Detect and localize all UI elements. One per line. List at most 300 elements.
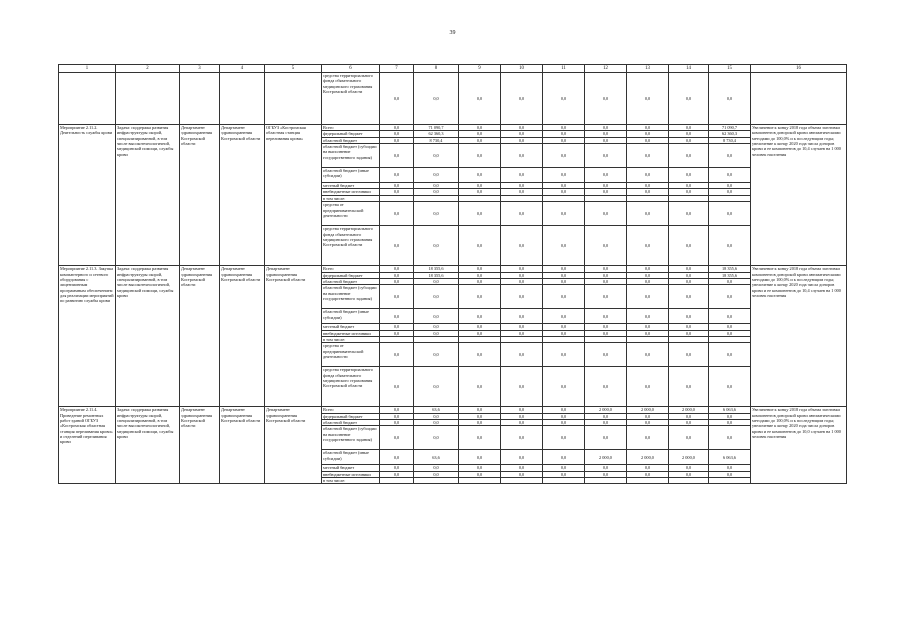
funding-value (585, 478, 627, 484)
funding-value: 0,0 (414, 202, 459, 226)
funding-value: 0,0 (585, 465, 627, 471)
funding-source: Всего (322, 407, 380, 413)
funding-value: 0,0 (459, 137, 501, 143)
funding-value: 0,0 (459, 226, 501, 266)
funding-value: 0,0 (709, 413, 751, 419)
funding-value: 0,0 (414, 73, 459, 125)
funding-value: 0,0 (585, 367, 627, 407)
funding-value: 0,0 (543, 285, 585, 309)
funding-value: 0,0 (459, 413, 501, 419)
funding-value: 0,0 (501, 226, 543, 266)
funding-value: 0,0 (543, 471, 585, 477)
funding-value: 0,0 (501, 413, 543, 419)
funding-value: 0,0 (543, 278, 585, 284)
funding-value: 0,0 (543, 266, 585, 272)
funding-value: 0,0 (380, 413, 414, 419)
funding-value: 0,0 (501, 266, 543, 272)
funding-value: 0,0 (543, 426, 585, 450)
program-table (58, 64, 847, 484)
funding-value: 0,0 (459, 471, 501, 477)
executor: Департамент здравоохранения Костромской области (220, 407, 265, 484)
funding-value: 0,0 (627, 367, 669, 407)
funding-value: 0,0 (669, 189, 709, 195)
funding-value: 0,0 (585, 125, 627, 131)
funding-value: 0,0 (414, 343, 459, 367)
empty-cell (265, 73, 322, 125)
funding-value: 0,0 (543, 137, 585, 143)
funding-value: 0,0 (585, 285, 627, 309)
funding-value: 0,0 (414, 367, 459, 407)
funding-value: 0,0 (501, 73, 543, 125)
funding-value (543, 478, 585, 484)
measure-name: Мероприятие 2.11.2. Деятельность службы крови (59, 125, 116, 266)
funding-value: 0,0 (627, 202, 669, 226)
page-number: 39 (449, 30, 456, 36)
funding-value: 0,0 (627, 226, 669, 266)
funding-value: 0,0 (459, 465, 501, 471)
funding-value: 0,0 (501, 131, 543, 137)
funding-value: 0,0 (459, 189, 501, 195)
funding-value: 62 360,3 (414, 131, 459, 137)
funding-value: 0,0 (543, 125, 585, 131)
funding-value (709, 478, 751, 484)
funding-value: 0,0 (585, 420, 627, 426)
table-row (59, 73, 847, 125)
funding-value: 0,0 (669, 183, 709, 189)
coordinator: Департамент здравоохранения Костромской области (180, 407, 220, 484)
funding-source: Всего (322, 125, 380, 131)
funding-value: 0,0 (585, 309, 627, 324)
funding-value: 0,0 (543, 450, 585, 465)
funding-value: 0,0 (380, 202, 414, 226)
funding-value: 0,0 (669, 426, 709, 450)
funding-value: 0,0 (501, 420, 543, 426)
empty-cell (116, 73, 180, 125)
funding-value: 0,0 (543, 168, 585, 183)
funding-value: 0,0 (380, 189, 414, 195)
funding-value: 0,0 (543, 73, 585, 125)
funding-value: 0,0 (627, 426, 669, 450)
funding-value: 0,0 (585, 413, 627, 419)
funding-value: 0,0 (709, 324, 751, 330)
funding-value: 0,0 (627, 471, 669, 477)
empty-cell (180, 73, 220, 125)
target-indicator: Увеличение к концу 2018 года объема заготовки компонентов донорской крови автоматическими методами до 100,0% и к последующим годы; увеличение к концу 2020 года числа доноров крови и ее компонентов до 10,4 случаев на 1 000 человек населения (751, 125, 847, 266)
funding-source: средства территориального фонда обязательного медицинского страхования Костромской области (322, 367, 380, 407)
funding-source: средства территориального фонда обязательного медицинского страхования Костромской области (322, 73, 380, 125)
funding-value: 0,0 (585, 343, 627, 367)
funding-value: 0,0 (543, 272, 585, 278)
funding-value: 0,0 (585, 183, 627, 189)
funding-value: 0,0 (627, 183, 669, 189)
funding-value: 0,0 (543, 309, 585, 324)
funding-value: 0,0 (627, 413, 669, 419)
funding-value: 0,0 (543, 413, 585, 419)
funding-value: 0,0 (585, 131, 627, 137)
funding-value: 0,0 (543, 330, 585, 336)
funding-source: областной бюджет (иные субсидии) (322, 309, 380, 324)
funding-value: 0,0 (501, 471, 543, 477)
funding-value: 2 000,0 (669, 407, 709, 413)
funding-value: 0,0 (669, 272, 709, 278)
funding-value: 0,0 (380, 137, 414, 143)
funding-value: 0,0 (585, 189, 627, 195)
measure-name: Мероприятие 2.11.3. Закупка компьютерного и сетевого оборудования с лицензионным программным обеспечением для реализации мероприятий по развитию службы крови (59, 266, 116, 407)
funding-source: внебюджетные источники (322, 471, 380, 477)
funding-value: 0,0 (627, 272, 669, 278)
funding-value: 0,0 (709, 343, 751, 367)
task-text: Задача: поддержка развития инфраструктуры скорой, специализированной, в том числе высокотехнологичной, медицинской помощи, службы крови (116, 125, 180, 266)
column-header: 2 (116, 65, 180, 73)
funding-value: 0,0 (669, 471, 709, 477)
funding-value: 0,0 (627, 285, 669, 309)
funding-value: 0,0 (380, 367, 414, 407)
funding-value: 0,0 (627, 144, 669, 168)
funding-value: 0,0 (501, 407, 543, 413)
funding-value: 0,0 (459, 324, 501, 330)
target-indicator: Увеличение к концу 2018 года объема заготовки компонентов донорской крови автоматическими методами до 100,0% и к последующим годы; увеличение к концу 2020 года числа доноров крови и ее компонентов до 10,4 случаев на 1 000 человек населения (751, 266, 847, 407)
funding-value: 0,0 (585, 144, 627, 168)
funding-value: 0,0 (669, 413, 709, 419)
funding-value: 0,0 (459, 426, 501, 450)
funding-value: 0,0 (709, 189, 751, 195)
funding-value: 0,0 (669, 266, 709, 272)
funding-value: 0,0 (501, 168, 543, 183)
funding-value: 0,0 (380, 309, 414, 324)
column-header: 4 (220, 65, 265, 73)
funding-value: 0,0 (414, 189, 459, 195)
funding-value: 0,0 (501, 426, 543, 450)
funding-value: 0,0 (501, 330, 543, 336)
funding-value: 18 355,6 (709, 266, 751, 272)
funding-value: 0,0 (380, 266, 414, 272)
funding-value: 0,0 (380, 343, 414, 367)
funding-value: 0,0 (459, 125, 501, 131)
funding-value: 0,0 (380, 131, 414, 137)
funding-value: 0,0 (627, 324, 669, 330)
funding-value: 0,0 (459, 450, 501, 465)
funding-value (669, 478, 709, 484)
funding-value: 0,0 (414, 183, 459, 189)
funding-value: 8 730,4 (414, 137, 459, 143)
column-header: 11 (543, 65, 585, 73)
funding-value: 0,0 (669, 330, 709, 336)
funding-value: 0,0 (709, 465, 751, 471)
funding-value: 0,0 (414, 309, 459, 324)
funding-source: средства от предпринимательской деятельности (322, 202, 380, 226)
funding-value: 0,0 (380, 324, 414, 330)
funding-source: областной бюджет (субсидии на выполнение государственного задания) (322, 285, 380, 309)
funding-value: 0,0 (380, 73, 414, 125)
funding-value: 62 360,3 (709, 131, 751, 137)
funding-value: 0,0 (501, 450, 543, 465)
funding-value: 0,0 (669, 202, 709, 226)
task-text: Задача: поддержка развития инфраструктуры скорой, специализированной, в том числе высокотехнологичной, медицинской помощи, службы крови (116, 266, 180, 407)
funding-value: 0,0 (459, 266, 501, 272)
funding-value: 0,0 (669, 309, 709, 324)
funding-source: местный бюджет (322, 324, 380, 330)
executor: Департамент здравоохранения Костромской области (220, 125, 265, 266)
funding-value: 0,0 (459, 131, 501, 137)
funding-source: областной бюджет (322, 137, 380, 143)
funding-value: 0,0 (627, 168, 669, 183)
funding-value: 0,0 (585, 272, 627, 278)
funding-value: 0,0 (501, 183, 543, 189)
column-header: 16 (751, 65, 847, 73)
funding-value: 0,0 (380, 278, 414, 284)
target-indicator: Увеличение к концу 2018 года объема заготовки компонентов донорской крови автоматическими методами до 100,0% и к последующим годы; увеличение к концу 2020 года числа доноров крови и ее компонентов до 10,0 случаев на 1 000 человек населения (751, 407, 847, 484)
funding-value: 71 090,7 (709, 125, 751, 131)
funding-value: 0,0 (501, 285, 543, 309)
funding-value: 0,0 (501, 465, 543, 471)
funding-source: Всего (322, 266, 380, 272)
funding-value: 18 355,6 (709, 272, 751, 278)
funding-value: 0,0 (414, 168, 459, 183)
funding-value: 0,0 (543, 324, 585, 330)
funding-value: 0,0 (709, 183, 751, 189)
funding-source: в том числе: (322, 336, 380, 342)
coordinator: Департамент здравоохранения Костромской области (180, 125, 220, 266)
participant: Департамент здравоохранения Костромской области (265, 407, 322, 484)
funding-value: 0,0 (627, 125, 669, 131)
funding-value: 0,0 (709, 285, 751, 309)
funding-value: 0,0 (459, 272, 501, 278)
funding-value: 2 000,0 (669, 450, 709, 465)
funding-value: 18 355,6 (414, 266, 459, 272)
funding-source: областной бюджет (322, 420, 380, 426)
funding-value: 0,0 (543, 144, 585, 168)
funding-source: федеральный бюджет (322, 413, 380, 419)
empty-cell (220, 73, 265, 125)
funding-value: 0,0 (459, 407, 501, 413)
empty-cell (59, 73, 116, 125)
column-header: 8 (414, 65, 459, 73)
funding-value: 0,0 (501, 367, 543, 407)
funding-value: 0,0 (709, 226, 751, 266)
funding-source: внебюджетные источники (322, 189, 380, 195)
funding-value: 0,0 (627, 465, 669, 471)
funding-value: 0,0 (459, 202, 501, 226)
funding-source: в том числе: (322, 478, 380, 484)
funding-value: 0,0 (543, 131, 585, 137)
column-header: 6 (322, 65, 380, 73)
participant: Департамент здравоохранения Костромской области (265, 266, 322, 407)
funding-value: 0,0 (459, 183, 501, 189)
column-header: 7 (380, 65, 414, 73)
funding-value: 0,0 (414, 226, 459, 266)
funding-value: 0,0 (627, 137, 669, 143)
funding-value: 0,0 (380, 144, 414, 168)
column-header: 1 (59, 65, 116, 73)
funding-value: 63,6 (414, 407, 459, 413)
funding-value: 0,0 (380, 125, 414, 131)
funding-value: 0,0 (543, 189, 585, 195)
funding-value: 0,0 (669, 168, 709, 183)
funding-value: 0,0 (585, 73, 627, 125)
funding-value: 0,0 (669, 131, 709, 137)
funding-value: 2 000,0 (627, 450, 669, 465)
funding-value: 0,0 (627, 278, 669, 284)
funding-value: 0,0 (380, 471, 414, 477)
funding-value: 0,0 (585, 426, 627, 450)
funding-value: 0,0 (709, 367, 751, 407)
funding-value: 0,0 (585, 226, 627, 266)
funding-value: 0,0 (543, 202, 585, 226)
funding-source: местный бюджет (322, 183, 380, 189)
column-header: 3 (180, 65, 220, 73)
funding-source: внебюджетные источники (322, 330, 380, 336)
funding-value: 0,0 (709, 309, 751, 324)
funding-value: 0,0 (627, 189, 669, 195)
funding-value: 63,6 (414, 450, 459, 465)
funding-value: 0,0 (459, 420, 501, 426)
executor: Департамент здравоохранения Костромской области (220, 266, 265, 407)
funding-value: 0,0 (501, 144, 543, 168)
funding-value: 0,0 (459, 278, 501, 284)
header-row (59, 65, 847, 73)
funding-value: 0,0 (709, 202, 751, 226)
funding-value: 0,0 (414, 285, 459, 309)
funding-source: средства территориального фонда обязательного медицинского страхования Костромской области (322, 226, 380, 266)
funding-value: 0,0 (459, 168, 501, 183)
funding-value: 0,0 (414, 426, 459, 450)
funding-value: 0,0 (709, 426, 751, 450)
funding-value: 0,0 (543, 420, 585, 426)
funding-source: средства от предпринимательской деятельности (322, 343, 380, 367)
funding-value: 0,0 (669, 73, 709, 125)
funding-value: 0,0 (669, 343, 709, 367)
funding-value: 0,0 (414, 330, 459, 336)
funding-source: в том числе: (322, 195, 380, 201)
funding-value: 0,0 (585, 471, 627, 477)
funding-value: 0,0 (459, 285, 501, 309)
funding-value: 0,0 (627, 73, 669, 125)
funding-value: 0,0 (627, 309, 669, 324)
column-header: 5 (265, 65, 322, 73)
column-header: 14 (669, 65, 709, 73)
funding-value: 0,0 (709, 278, 751, 284)
funding-value: 0,0 (380, 285, 414, 309)
funding-value: 0,0 (585, 278, 627, 284)
coordinator: Департамент здравоохранения Костромской области (180, 266, 220, 407)
funding-value: 0,0 (414, 465, 459, 471)
funding-value: 0,0 (501, 202, 543, 226)
measure-name: Мероприятие 2.11.4. Проведение ремонтных работ зданий ОГБУЗ «Костромская областная станция переливания крови» и отделений переливания крови (59, 407, 116, 484)
funding-value: 0,0 (501, 272, 543, 278)
funding-value: 0,0 (669, 144, 709, 168)
funding-value: 0,0 (459, 367, 501, 407)
funding-value: 0,0 (585, 266, 627, 272)
funding-value: 0,0 (627, 330, 669, 336)
funding-value: 0,0 (709, 420, 751, 426)
funding-value: 0,0 (585, 137, 627, 143)
column-header: 12 (585, 65, 627, 73)
funding-value: 0,0 (501, 125, 543, 131)
funding-value: 0,0 (380, 450, 414, 465)
funding-value: 0,0 (669, 278, 709, 284)
funding-source: областной бюджет (иные субсидии) (322, 450, 380, 465)
funding-value: 0,0 (459, 330, 501, 336)
funding-value: 0,0 (669, 226, 709, 266)
funding-value (627, 478, 669, 484)
funding-value: 0,0 (380, 183, 414, 189)
funding-value: 0,0 (380, 426, 414, 450)
task-text: Задача: поддержка развития инфраструктуры скорой, специализированной, в том числе высокотехнологичной, медицинской помощи, службы крови (116, 407, 180, 484)
funding-value (459, 478, 501, 484)
funding-value: 0,0 (585, 168, 627, 183)
column-header: 10 (501, 65, 543, 73)
funding-value: 0,0 (501, 137, 543, 143)
funding-value: 0,0 (414, 413, 459, 419)
funding-source: местный бюджет (322, 465, 380, 471)
funding-value: 0,0 (669, 367, 709, 407)
funding-value: 0,0 (669, 465, 709, 471)
funding-value (501, 478, 543, 484)
funding-value: 0,0 (543, 407, 585, 413)
empty-cell (751, 73, 847, 125)
funding-value: 0,0 (543, 465, 585, 471)
funding-value: 2 000,0 (585, 450, 627, 465)
funding-value: 0,0 (414, 471, 459, 477)
funding-value: 0,0 (501, 343, 543, 367)
funding-source: областной бюджет (322, 278, 380, 284)
funding-value: 0,0 (459, 309, 501, 324)
funding-value: 0,0 (627, 420, 669, 426)
funding-value: 0,0 (585, 330, 627, 336)
funding-source: областной бюджет (субсидии на выполнение государственного задания) (322, 144, 380, 168)
funding-value: 0,0 (501, 189, 543, 195)
funding-value: 0,0 (669, 324, 709, 330)
funding-value: 0,0 (380, 407, 414, 413)
funding-value: 0,0 (459, 73, 501, 125)
funding-value: 0,0 (543, 183, 585, 189)
funding-value: 0,0 (501, 309, 543, 324)
funding-value: 0,0 (380, 420, 414, 426)
column-header: 13 (627, 65, 669, 73)
funding-value: 0,0 (459, 144, 501, 168)
funding-value: 0,0 (380, 465, 414, 471)
funding-value: 0,0 (585, 324, 627, 330)
funding-value: 0,0 (669, 285, 709, 309)
funding-source: федеральный бюджет (322, 272, 380, 278)
funding-value: 0,0 (380, 226, 414, 266)
funding-value: 0,0 (543, 343, 585, 367)
funding-value: 0,0 (627, 343, 669, 367)
column-header: 15 (709, 65, 751, 73)
funding-value: 6 063,6 (709, 407, 751, 413)
funding-value: 0,0 (709, 330, 751, 336)
funding-value: 0,0 (669, 420, 709, 426)
funding-value: 0,0 (709, 73, 751, 125)
funding-source: областной бюджет (иные субсидии) (322, 168, 380, 183)
funding-value: 0,0 (669, 125, 709, 131)
funding-value: 0,0 (543, 367, 585, 407)
funding-value: 0,0 (627, 131, 669, 137)
funding-value: 0,0 (543, 226, 585, 266)
funding-value: 0,0 (709, 471, 751, 477)
funding-value: 71 090,7 (414, 125, 459, 131)
funding-value: 0,0 (414, 324, 459, 330)
funding-source: федеральный бюджет (322, 131, 380, 137)
funding-source: областной бюджет (субсидии на выполнение государственного задания) (322, 426, 380, 450)
participant: ОГБУЗ «Костромская областная станция переливания крови» (265, 125, 322, 266)
funding-value: 2 000,0 (585, 407, 627, 413)
funding-value: 0,0 (414, 144, 459, 168)
funding-value: 0,0 (501, 324, 543, 330)
funding-value (414, 478, 459, 484)
funding-value: 0,0 (585, 202, 627, 226)
funding-value: 0,0 (709, 168, 751, 183)
